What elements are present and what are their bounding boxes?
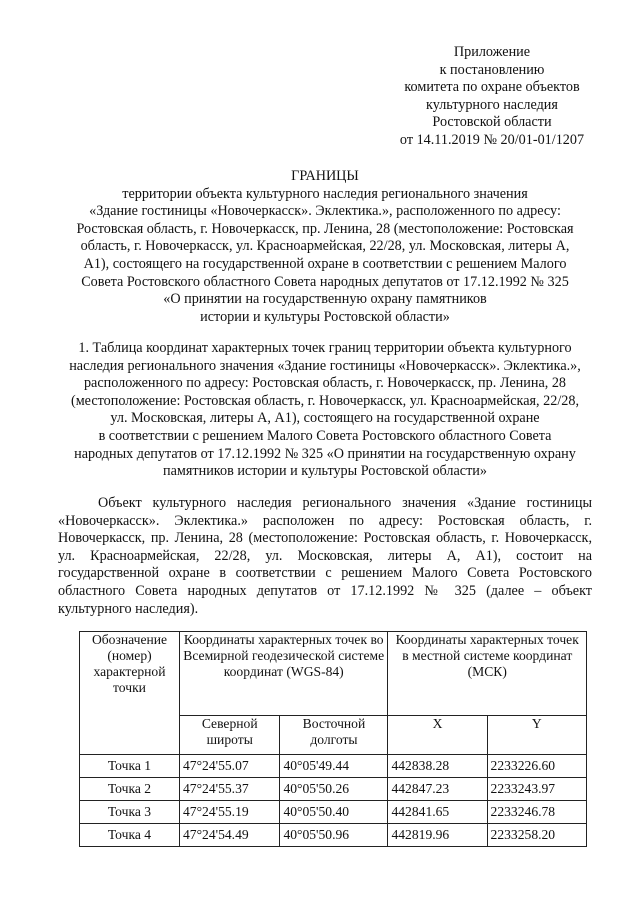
coordinates-table (79, 631, 587, 847)
heading-line: истории и культуры Ростовской области» (200, 308, 450, 325)
document-heading (58, 168, 592, 326)
y-cell: 2233258.20 (487, 824, 586, 847)
point-cell: Точка 1 (80, 755, 180, 778)
appendix-line: культурного наследия (426, 96, 558, 113)
section-line: расположенного по адресу: Ростовская область, г. Новочеркасск, пр. Ленина, 28 (83, 375, 567, 392)
longitude-cell: 40°05'50.26 (280, 778, 388, 801)
y-cell: 2233246.78 (487, 801, 586, 824)
latitude-cell: 47°24'55.19 (180, 801, 280, 824)
section-line: 1. Таблица координат характерных точек границ территории объекта культурного (78, 340, 572, 356)
heading-line: территории объекта культурного наследия регионального значения (122, 185, 528, 202)
table-row (80, 778, 587, 801)
appendix-line: Приложение (453, 44, 531, 60)
latitude-cell: 47°24'55.07 (180, 755, 280, 778)
appendix-date-number: от 14.11.2019 № 20/01-01/1207 (399, 131, 585, 148)
header-x: X (388, 716, 487, 755)
header-wgs84-coordinates: Координаты характерных точек во Всемирной геодезической системе координат (WGS-84) (180, 632, 388, 716)
heading-line: «О принятии на государственную охрану памятников (163, 291, 487, 308)
longitude-cell: 40°05'49.44 (280, 755, 388, 778)
heading-line: «Здание гостиницы «Новочеркасск». Эклектика.», расположенного по адресу: (89, 203, 561, 220)
heading-line: область, г. Новочеркасск, ул. Красноармейская, 22/28, ул. Московская, литеры А, (80, 238, 570, 255)
longitude-cell: 40°05'50.40 (280, 801, 388, 824)
table-row (80, 801, 587, 824)
point-cell: Точка 4 (80, 824, 180, 847)
x-cell: 442847.23 (388, 778, 487, 801)
x-cell: 442819.96 (388, 824, 487, 847)
section-line: памятников истории и культуры Ростовской области» (163, 463, 487, 480)
header-msk-coordinates: Координаты характерных точек в местной системе координат (МСК) (388, 632, 587, 716)
y-cell: 2233226.60 (487, 755, 586, 778)
latitude-cell: 47°24'55.37 (180, 778, 280, 801)
table-row (80, 824, 587, 847)
header-latitude: Северной широты (180, 716, 280, 755)
longitude-cell: 40°05'50.96 (280, 824, 388, 847)
appendix-line: к постановлению (439, 61, 545, 78)
point-cell: Точка 3 (80, 801, 180, 824)
section-line: ул. Московская, литеры А, А1), состоящего на государственной охране (110, 410, 540, 427)
heading-line: А1), состоящего на государственной охране в соответствии с решением Малого (83, 255, 567, 272)
section-line: народных депутатов от 17.12.1992 № 325 «О принятии на государственную охрану (74, 445, 576, 462)
appendix-block (380, 44, 604, 149)
section-line: (местоположение: Ростовская область, г. Новочеркасск, ул. Красноармейская, 22/28, (70, 392, 580, 409)
appendix-line: Ростовской области (432, 114, 552, 130)
heading-line: Совета Ростовского областного Совета народных депутатов от 17.12.1992 № 325 (81, 273, 569, 290)
document-title: ГРАНИЦЫ (291, 168, 359, 184)
header-y: Y (487, 716, 586, 755)
table-row (80, 755, 587, 778)
latitude-cell: 47°24'54.49 (180, 824, 280, 847)
heading-line: Ростовская область, г. Новочеркасск, пр. Ленина, 28 (местоположение: Ростовская (76, 220, 574, 237)
section-line: в соответствии с решением Малого Совета Ростовского областного Совета (98, 427, 552, 444)
header-point-designation: Обозначение (номер) характерной точки (80, 632, 180, 755)
section-line: наследия регионального значения «Здание гостиницы «Новочеркасск». Эклектика.», (69, 357, 581, 374)
section-title (58, 340, 592, 481)
appendix-line: комитета по охране объектов (404, 79, 580, 95)
point-cell: Точка 2 (80, 778, 180, 801)
body-paragraph: Объект культурного наследия регионального значения «Здание гостиницы «Новочеркасск». Эклектика.» расположен по адресу: Ростовская область, г. Новочеркасск, пр. Ленина, 28 (местоположение: Ростовская область, г. Новочеркасск, ул. Красноармейская, 22/28, ул. Московская, литеры А, А1), состоит на государственной охране в соответствии с решением Малого Совета Ростовского областного Совета народных депутатов от 17.12.1992 № 325 (далее – объект культурного наследия). (58, 495, 592, 617)
x-cell: 442838.28 (388, 755, 487, 778)
y-cell: 2233243.97 (487, 778, 586, 801)
header-longitude: Восточной долготы (280, 716, 388, 755)
x-cell: 442841.65 (388, 801, 487, 824)
